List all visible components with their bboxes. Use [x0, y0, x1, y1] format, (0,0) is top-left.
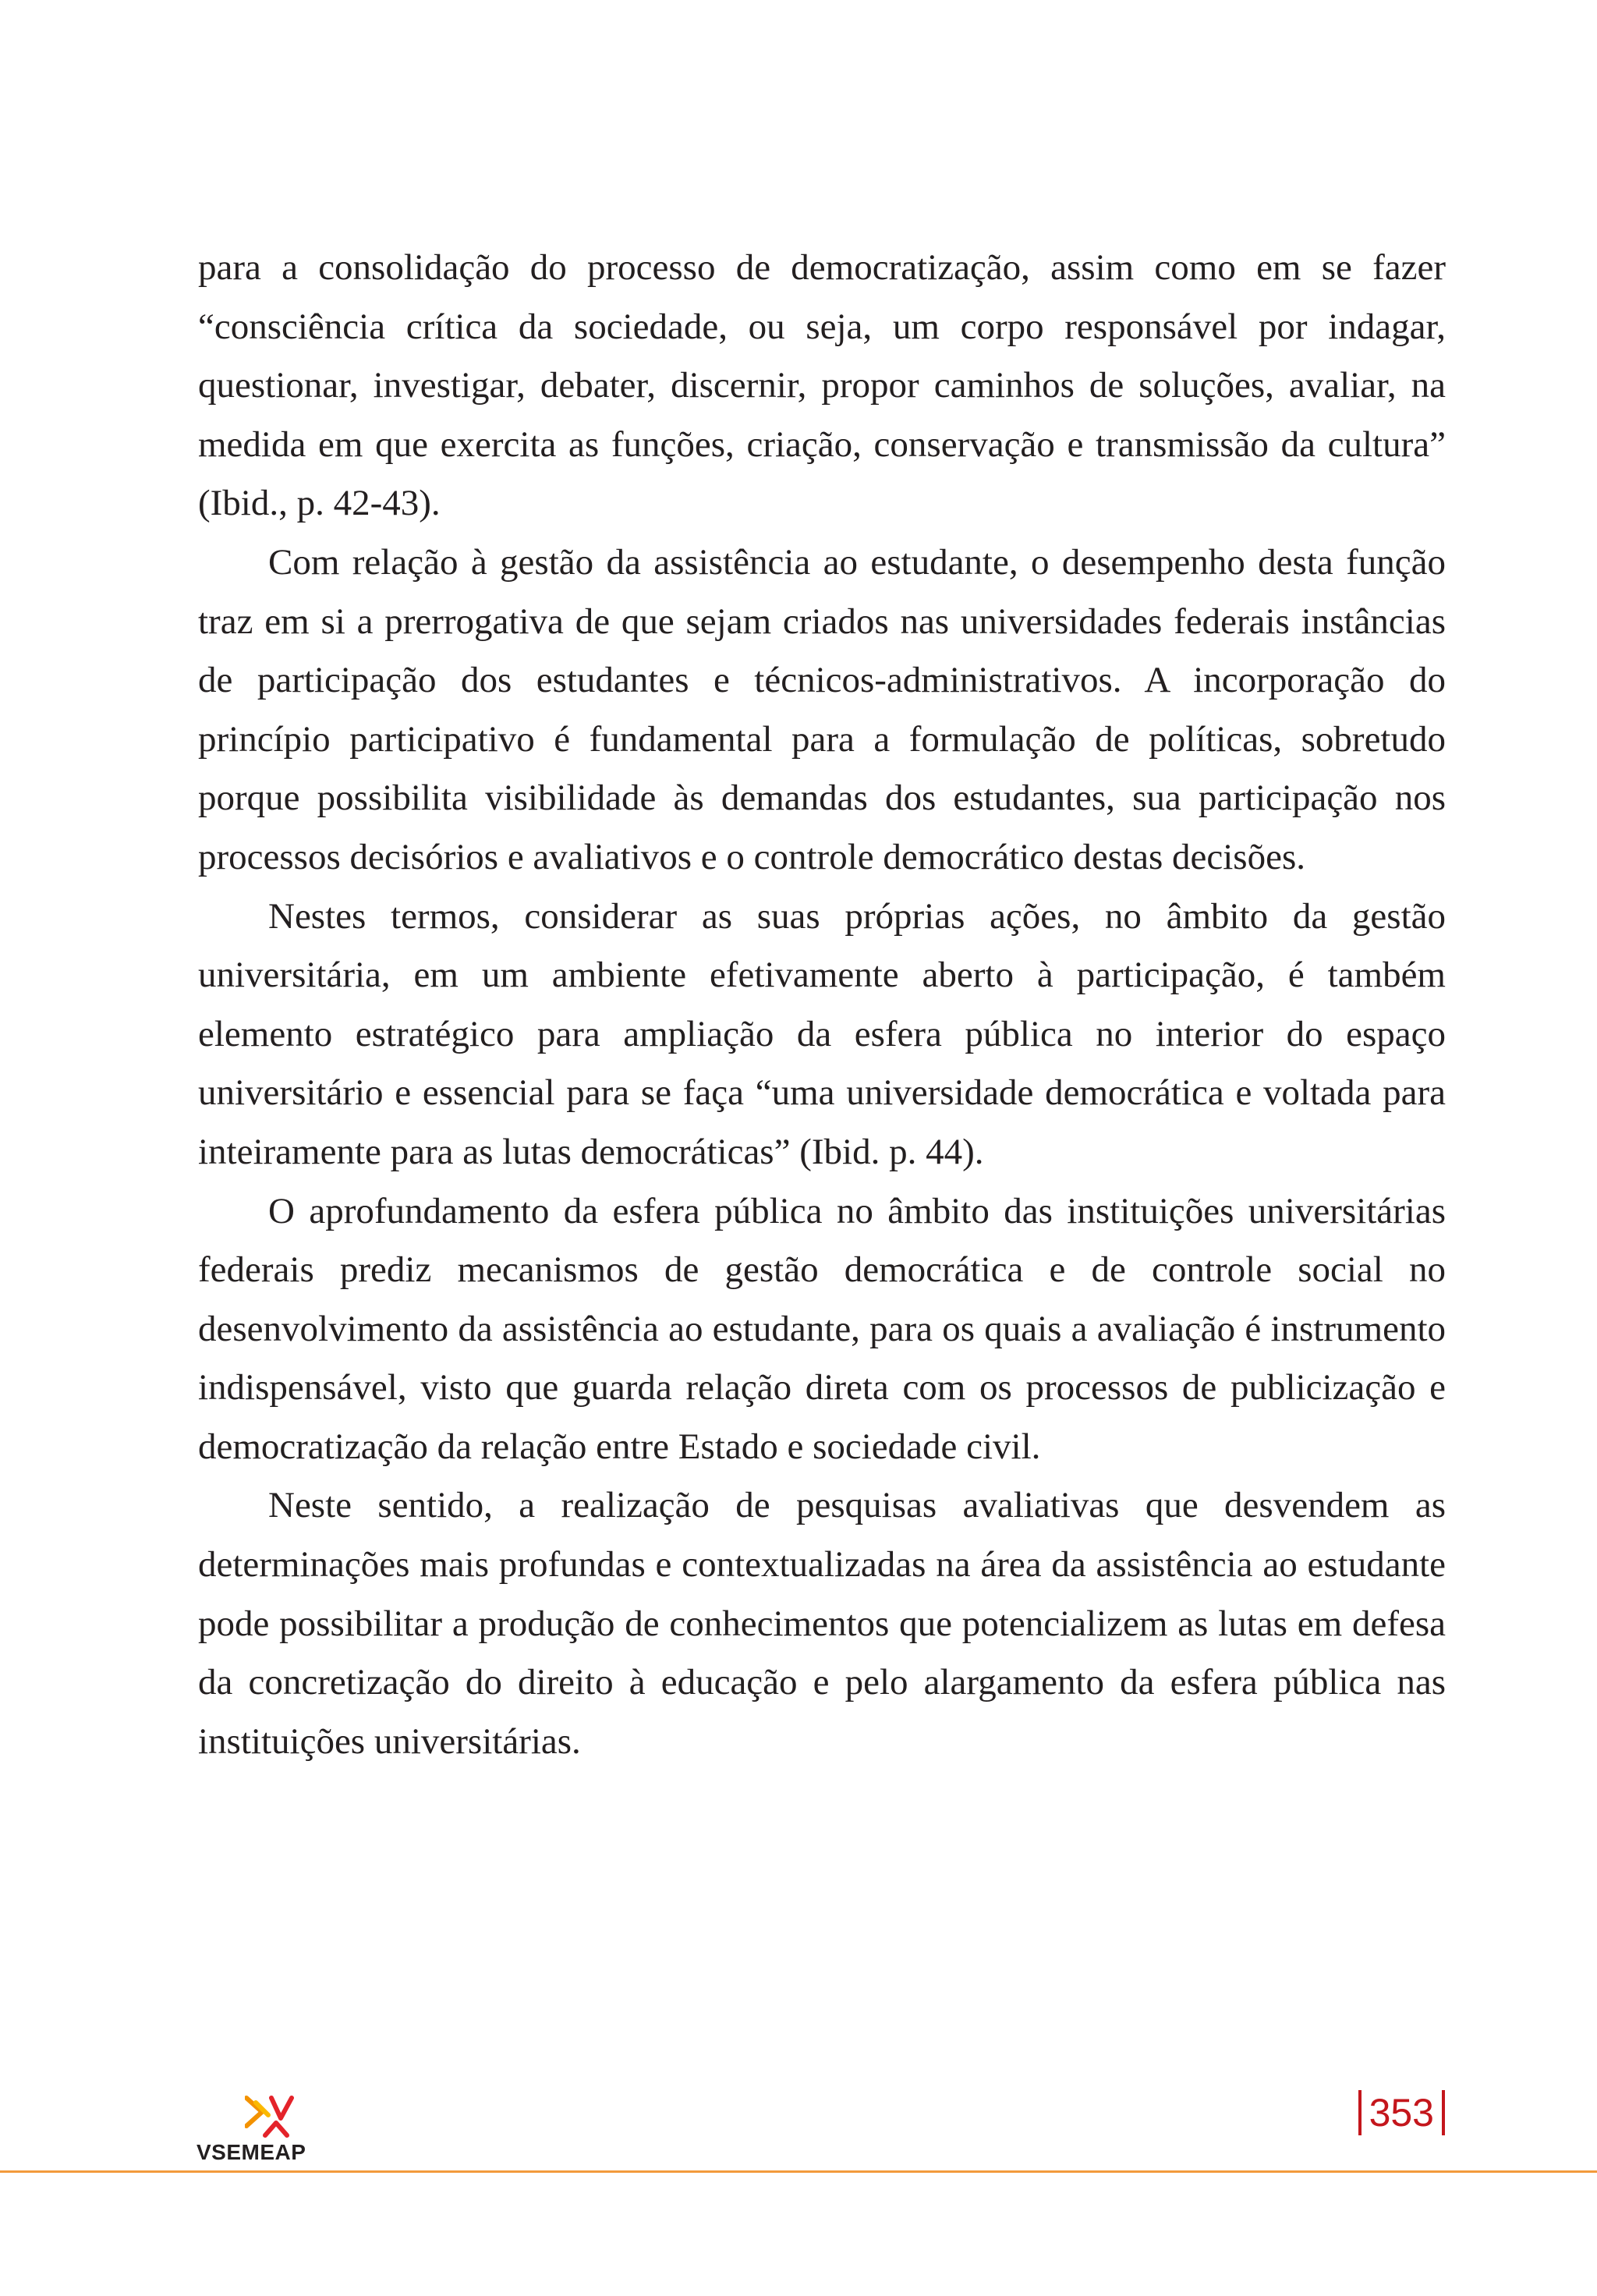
page-number-right-bar	[1442, 2090, 1445, 2135]
footer-rule	[0, 2170, 1597, 2173]
vsemeap-logo-icon	[245, 2095, 301, 2140]
body-text	[198, 239, 1446, 1771]
paragraph-2: Com relação à gestão da assistência ao estudante, o desempenho desta função traz em si a prerrogativa de que sejam criados nas universidades federais instâncias de participação dos estudantes e técnicos-administrativos. A incorporação do princípio participativo é fundamental para a formulação de políticas, sobretudo porque possibilita visibilidade às demandas dos estudantes, sua participação nos processos decisórios e avaliativos e o controle democrático destas decisões.	[198, 541, 1446, 877]
paragraph-1: para a consolidação do processo de democratização, assim como em se fazer “consciência crítica da sociedade, ou seja, um corpo responsável por indagar, questionar, investigar, debater, discernir, propor caminhos de soluções, avaliar, na medida em que exercita as funções, criação, conservação e transmissão da cultura” (Ibid., p. 42-43).	[198, 247, 1446, 524]
page-number: 353	[1369, 2091, 1434, 2135]
page-number-left-bar	[1358, 2090, 1362, 2135]
page-number-block	[1358, 2090, 1445, 2135]
logo-text: VSEMEAP	[197, 2140, 306, 2164]
paragraph-5: Neste sentido, a realização de pesquisas avaliativas que desvendem as determinações mais profundas e contextualizadas na área da assistência ao estudante pode possibilitar a produção de conhecimentos que potencializem as lutas em defesa da concretização do direito à educação e pelo alargamento da esfera pública nas instituições universitárias.	[198, 1485, 1446, 1762]
paragraph-4: O aprofundamento da esfera pública no âmbito das instituições universitárias federais prediz mecanismos de gestão democrática e de controle social no desenvolvimento da assistência ao estudante, para os quais a avaliação é instrumento indispensável, visto que guarda relação direta com os processos de publicização e democratização da relação entre Estado e sociedade civil.	[198, 1190, 1446, 1467]
vsemeap-logo	[197, 2095, 329, 2173]
paragraph-3: Nestes termos, considerar as suas próprias ações, no âmbito da gestão universitária, em um ambiente efetivamente aberto à participação, é também elemento estratégico para ampliação da esfera pública no interior do espaço universitário e essencial para se faça “uma universidade democrática e voltada para inteiramente para as lutas democráticas” (Ibid. p. 44).	[198, 895, 1446, 1172]
